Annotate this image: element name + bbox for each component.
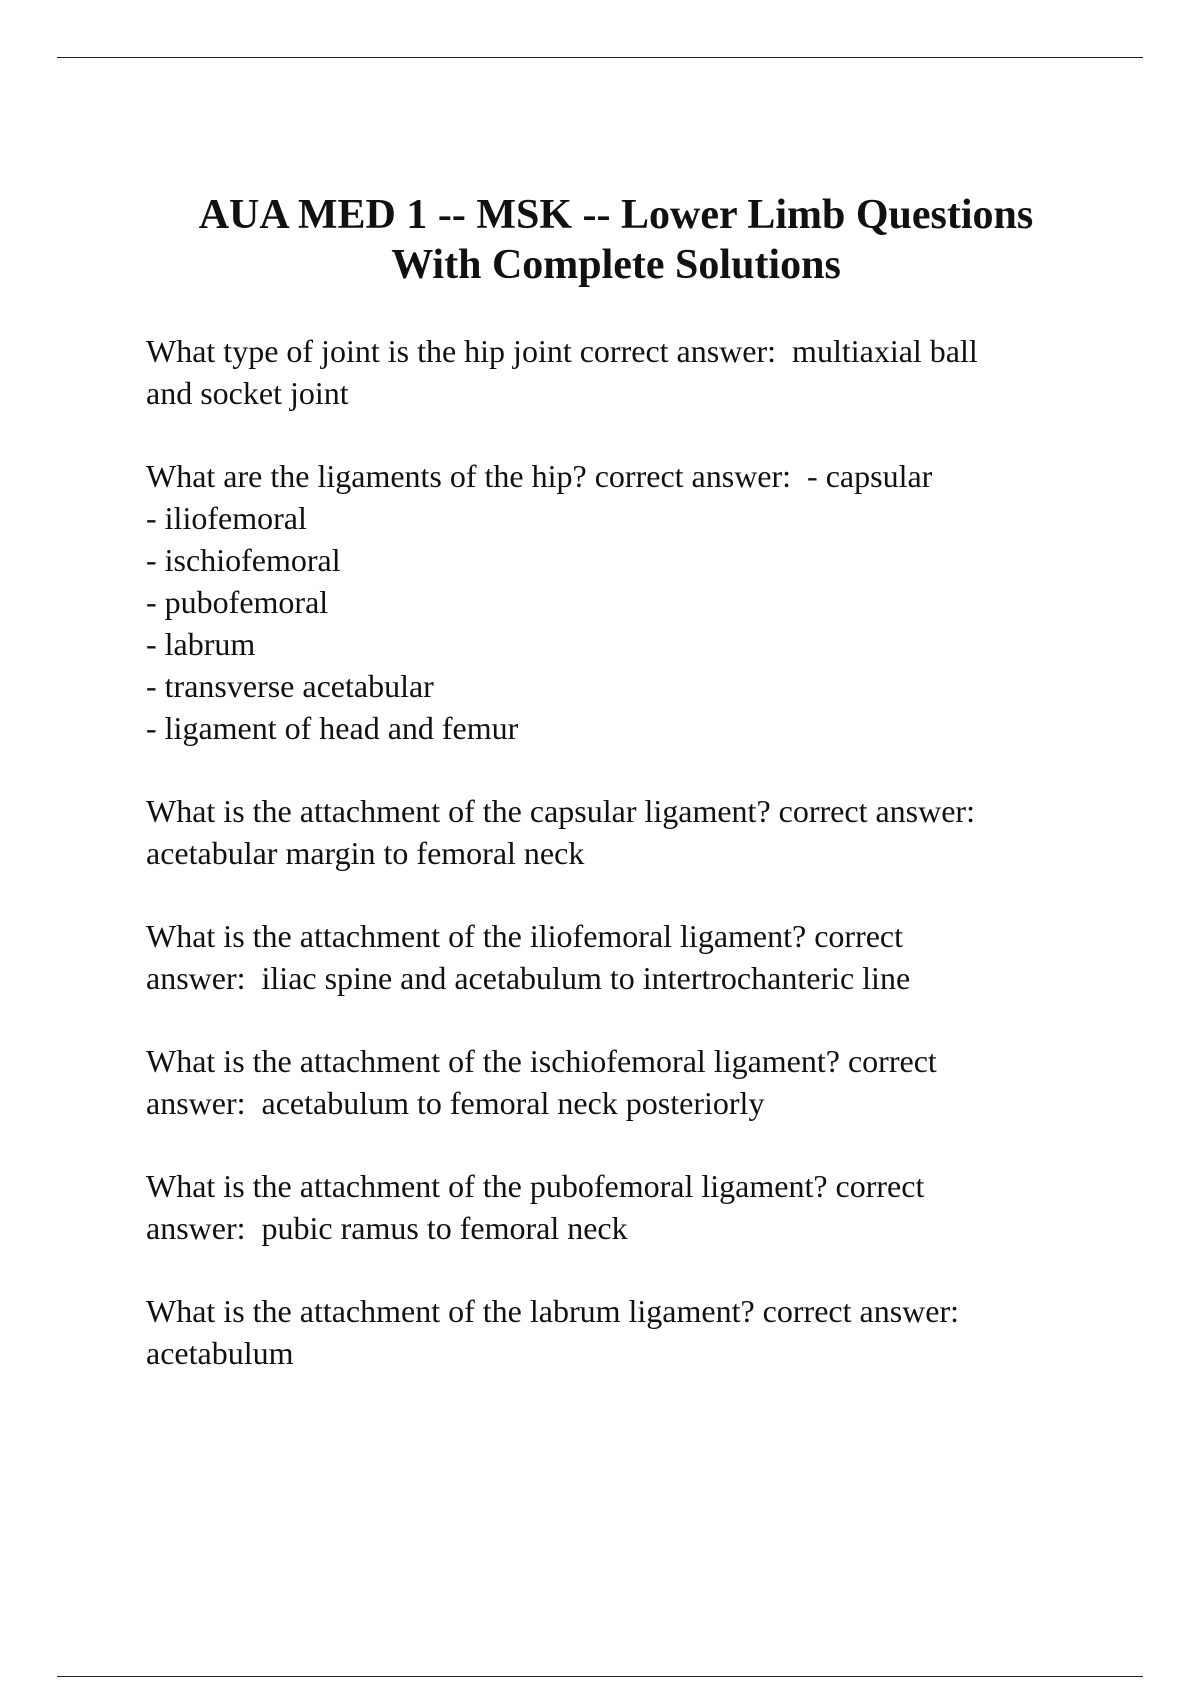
title-line-1: AUA MED 1 -- MSK -- Lower Limb Questions	[198, 192, 1034, 238]
qa-line: What are the ligaments of the hip? correct answer: - capsular	[146, 458, 933, 494]
qa-line: - labrum	[146, 626, 256, 662]
qa-line: What is the attachment of the labrum ligament? correct answer:	[146, 1293, 959, 1329]
qa-item-hip-ligaments	[146, 455, 1106, 749]
qa-line: - transverse acetabular	[146, 668, 434, 704]
qa-line: and socket joint	[146, 375, 349, 411]
qa-item-capsular-attachment	[146, 790, 1106, 874]
qa-line: - ligament of head and femur	[146, 710, 519, 746]
document-title	[120, 190, 1112, 290]
qa-line: answer: acetabulum to femoral neck posteriorly	[146, 1085, 765, 1121]
qa-item-iliofemoral-attachment	[146, 915, 1106, 999]
qa-item-ischiofemoral-attachment	[146, 1040, 1106, 1124]
qa-line: answer: pubic ramus to femoral neck	[146, 1210, 628, 1246]
qa-line: answer: iliac spine and acetabulum to intertrochanteric line	[146, 960, 911, 996]
qa-list	[146, 330, 1106, 1415]
bottom-rule	[57, 1676, 1143, 1677]
qa-line: What type of joint is the hip joint correct answer: multiaxial ball	[146, 333, 978, 369]
qa-line: What is the attachment of the capsular ligament? correct answer:	[146, 793, 975, 829]
qa-line: - ischiofemoral	[146, 542, 341, 578]
top-rule	[57, 57, 1143, 58]
qa-item-pubofemoral-attachment	[146, 1165, 1106, 1249]
qa-line: acetabular margin to femoral neck	[146, 835, 585, 871]
qa-line: What is the attachment of the iliofemoral ligament? correct	[146, 918, 904, 954]
qa-item-hip-joint-type	[146, 330, 1106, 414]
qa-line: - iliofemoral	[146, 500, 307, 536]
qa-line: What is the attachment of the ischiofemoral ligament? correct	[146, 1043, 937, 1079]
qa-line: What is the attachment of the pubofemoral ligament? correct	[146, 1168, 925, 1204]
qa-line: - pubofemoral	[146, 584, 329, 620]
qa-item-labrum-attachment	[146, 1290, 1106, 1374]
title-line-2: With Complete Solutions	[391, 242, 841, 288]
qa-line: acetabulum	[146, 1335, 294, 1371]
